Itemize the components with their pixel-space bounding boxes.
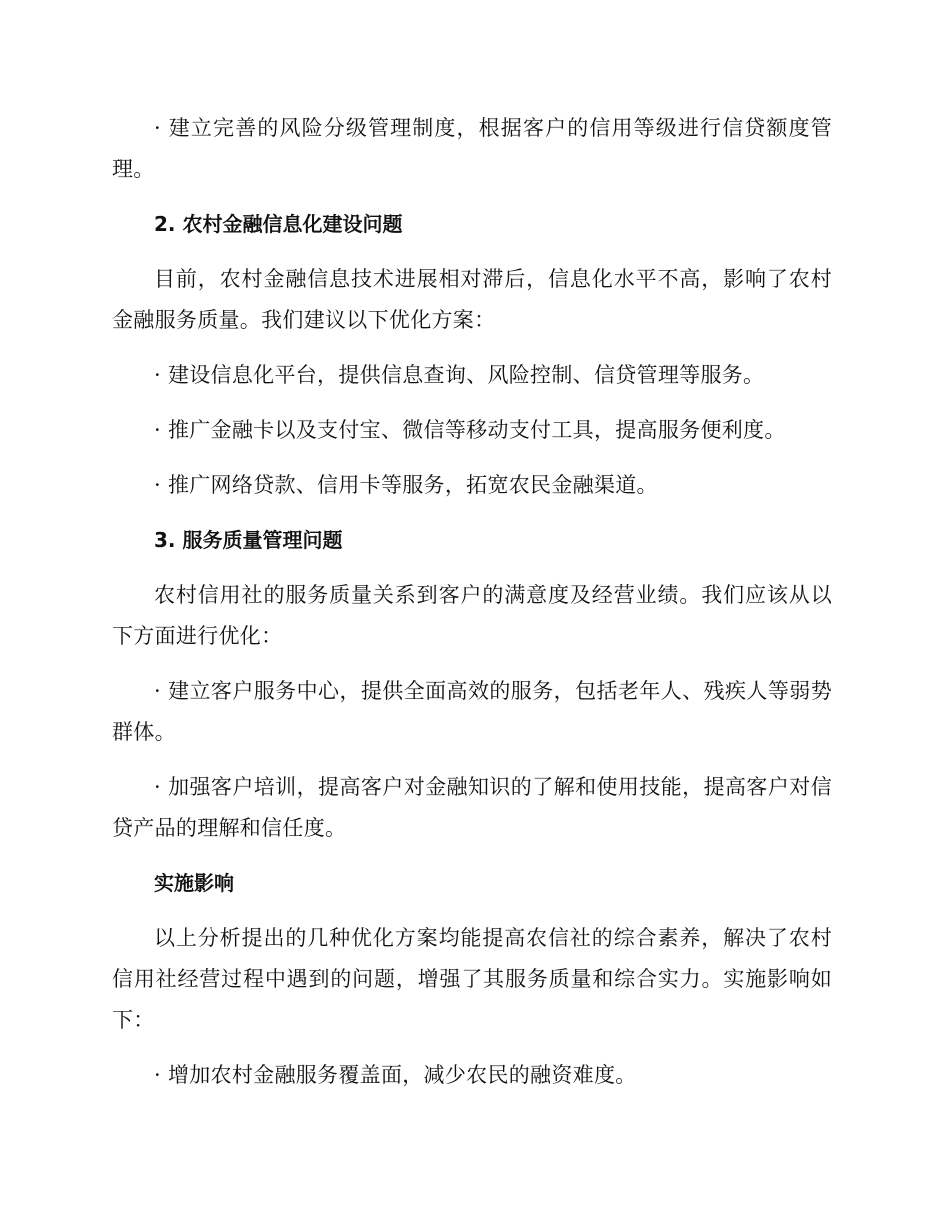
- bullet-info-platform: · 建设信息化平台，提供信息查询、风险控制、信贷管理等服务。: [154, 363, 765, 387]
- spacer: [112, 904, 832, 918]
- spacer: [112, 753, 832, 767]
- spacer: [112, 657, 832, 671]
- spacer: [112, 561, 832, 575]
- spacer: [112, 341, 832, 355]
- document-page: [112, 108, 832, 1096]
- spacer: [112, 451, 832, 465]
- bullet-mobile-payment: · 推广金融卡以及支付宝、微信等移动支付工具，提高服务便利度。: [154, 418, 786, 442]
- bullet-service-center: · 建立客户服务中心，提供全面高效的服务，包括老年人、残疾人等弱势群体。: [112, 679, 832, 744]
- paragraph-implementation-impact: 以上分析提出的几种优化方案均能提高农信社的综合素养，解决了农村信用社经营过程中遇到的问题，增强了其服务质量和综合实力。实施影响如下：: [112, 926, 832, 1032]
- heading-implementation-impact: 实施影响: [154, 871, 234, 895]
- heading-service-quality: 3. 服务质量管理问题: [154, 528, 343, 552]
- bullet-coverage: · 增加农村金融服务覆盖面，减少农民的融资难度。: [154, 1063, 637, 1087]
- bullet-online-loans: · 推广网络贷款、信用卡等服务，拓宽农民金融渠道。: [154, 473, 658, 497]
- paragraph-service-quality: 农村信用社的服务质量关系到客户的满意度及经营业绩。我们应该从以下方面进行优化：: [112, 583, 832, 648]
- bullet-customer-training: · 加强客户培训，提高客户对金融知识的了解和使用技能，提高客户对信贷产品的理解和信任度。: [112, 775, 832, 840]
- spacer: [112, 849, 832, 863]
- spacer: [112, 506, 832, 520]
- paragraph-informatization: 目前，农村金融信息技术进展相对滞后，信息化水平不高，影响了农村金融服务质量。我们建议以下优化方案：: [112, 267, 832, 332]
- spacer: [112, 1041, 832, 1055]
- heading-informatization: 2. 农村金融信息化建设问题: [154, 212, 403, 236]
- spacer: [112, 245, 832, 259]
- bullet-risk-management: · 建立完善的风险分级管理制度，根据客户的信用等级进行信贷额度管理。: [112, 116, 832, 181]
- spacer: [112, 396, 832, 410]
- spacer: [112, 190, 832, 204]
